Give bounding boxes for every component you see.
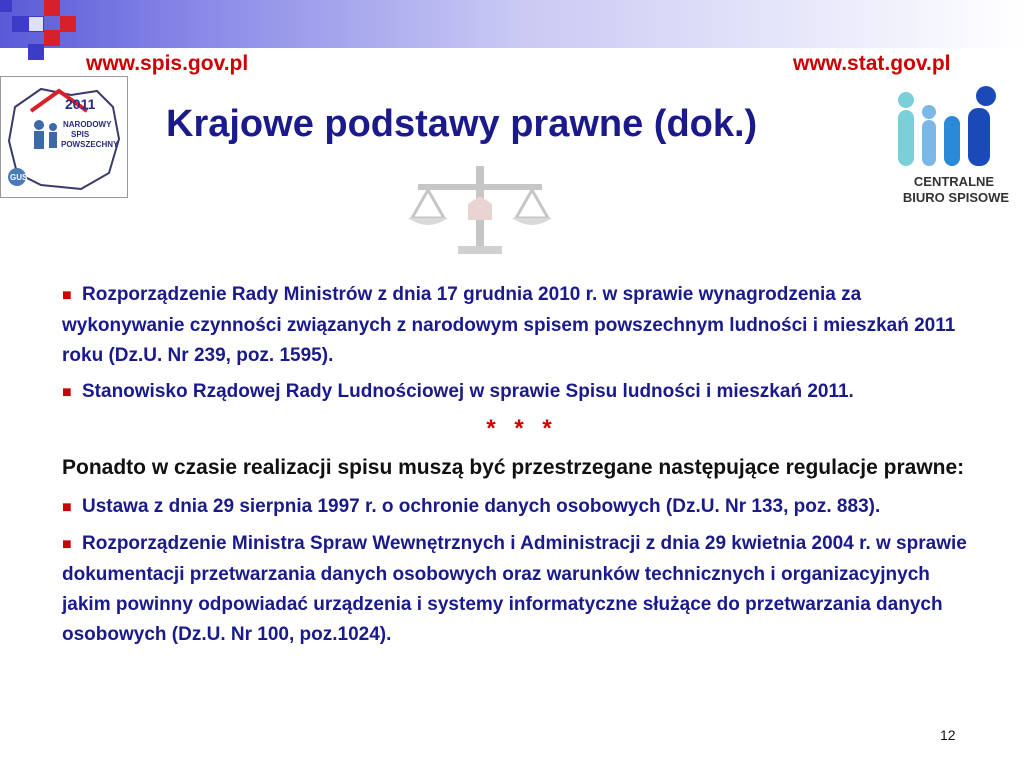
nsp-2011-logo bbox=[0, 76, 128, 198]
bullet-square-icon: ■ bbox=[62, 384, 72, 401]
list-item: ■ Rozporządzenie Ministra Spraw Wewnętrznych i Administracji z dnia 29 kwietnia 2004 r. w sprawie dokumentacji przetwarzania danych osobowych oraz warunków technicznych i organizacyjnych jakim powinny odpowiadać urządzenia i systemy informatyczne służące do przetwarzania danych osobowych (Dz.U. Nr 100, poz.1024). bbox=[62, 529, 982, 650]
spis-url-link[interactable]: www.spis.gov.pl bbox=[86, 52, 249, 75]
svg-text:GUS: GUS bbox=[10, 173, 28, 182]
list-item: ■ Stanowisko Rządowej Rady Ludnościowej w sprawie Spisu ludności i mieszkań 2011. bbox=[62, 377, 982, 408]
decor-square bbox=[0, 0, 12, 12]
decor-square bbox=[60, 16, 76, 32]
top-gradient-bar bbox=[0, 0, 1024, 48]
page-title: Krajowe podstawy prawne (dok.) bbox=[166, 103, 758, 145]
scales-of-justice-icon bbox=[398, 160, 562, 260]
slide-content bbox=[62, 280, 982, 656]
svg-text:POWSZECHNY: POWSZECHNY bbox=[61, 140, 119, 149]
list-item: ■ Rozporządzenie Rady Ministrów z dnia 17 grudnia 2010 r. w sprawie wynagrodzenia za wykonywanie czynności związanych z narodowym spisem powszechnym ludności i mieszkań 2011 roku (Dz.U. Nr 239, poz. 1595). bbox=[62, 280, 982, 371]
decor-square bbox=[28, 44, 44, 60]
list-item: ■ Ustawa z dnia 29 sierpnia 1997 r. o ochronie danych osobowych (Dz.U. Nr 133, poz. 883). bbox=[62, 492, 982, 523]
bullet-square-icon: ■ bbox=[62, 287, 72, 304]
decor-square bbox=[44, 30, 60, 46]
svg-text:BIURO SPISOWE: BIURO SPISOWE bbox=[902, 190, 1010, 205]
decor-square bbox=[12, 16, 28, 32]
decor-square bbox=[44, 0, 60, 16]
svg-text:CENTRALNE: CENTRALNE bbox=[913, 174, 995, 189]
svg-text:SPIS: SPIS bbox=[71, 130, 90, 139]
intro-text: Ponadto w czasie realizacji spisu muszą być przestrzegane następujące regulacje prawne: bbox=[62, 456, 965, 479]
decor-square bbox=[28, 16, 44, 32]
stat-url-link[interactable]: www.stat.gov.pl bbox=[793, 52, 951, 75]
page-number: 12 bbox=[940, 727, 956, 743]
bullet-square-icon: ■ bbox=[62, 536, 72, 553]
logo-year: 2011 bbox=[65, 96, 96, 112]
bullet-square-icon: ■ bbox=[62, 499, 72, 516]
separator-stars: * * * bbox=[486, 415, 558, 442]
svg-text:NARODOWY: NARODOWY bbox=[63, 120, 112, 129]
central-census-bureau-logo bbox=[884, 84, 1024, 210]
